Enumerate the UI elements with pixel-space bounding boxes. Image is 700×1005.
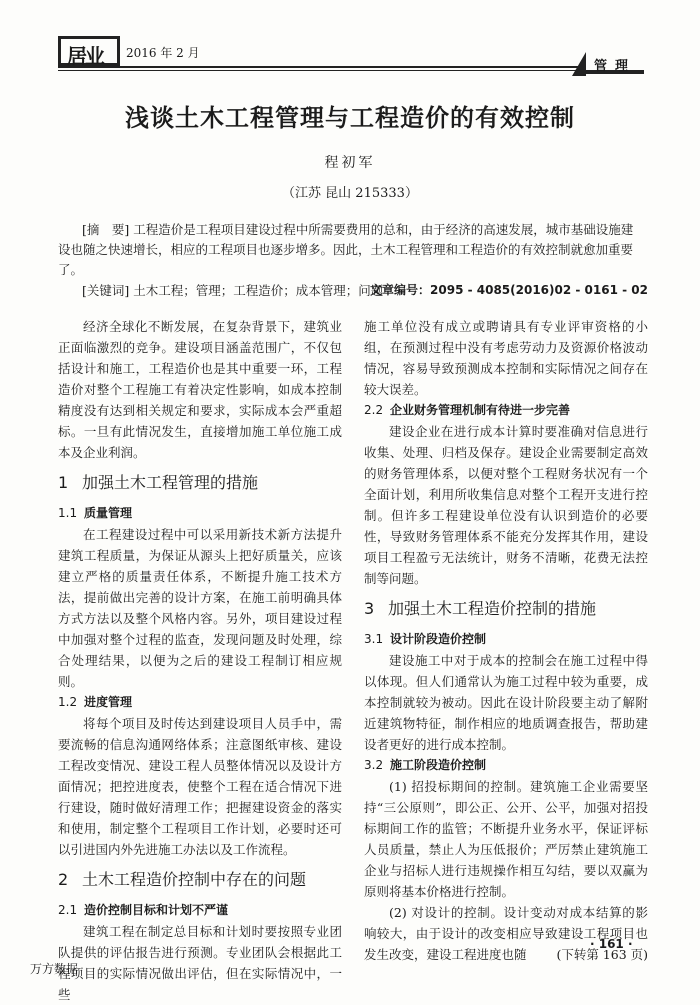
subsection-number: 2.1 [58,903,78,917]
section-title: 加强土木工程管理的措施 [82,473,259,492]
subsection-number: 1.1 [58,506,78,520]
paragraph: (1) 招投标期间的控制。建筑施工企业需要坚持“三公原则”，即公正、公开、公平，加强对招投标期间工作的监管；不断提升业务水平，保证评标人员质量，禁止人为压低报价；严厉禁止建筑施工企业与招标人进行违规操作相互勾结，要以双赢为原则将基本价格进行控制。 [364,779,648,899]
page-number: · 161 · [590,937,633,951]
subsection-number: 3.1 [364,632,384,646]
paragraph: 建设施工中对于成本的控制会在施工过程中得以体现。但人们通常认为施工过程中较为重要，成本控制就较为被动。因此在设计阶段要主动了解附近建筑物特征，制作相应的地质调查报告，帮助建设者更好的进行成本控制。 [364,653,648,752]
article-number: 文章编号：2095 - 4085(2016)02 - 0161 - 02 [370,283,648,297]
paragraph-text: (2) 对设计的控制。设计变动对成本结算的影响较大，由于设计的改变相应导致建设工程项目也发生改变，建设工程进度也随 [364,905,648,962]
subsection-title: 造价控制目标和计划不严谨 [84,903,229,917]
paragraph: 施工单位没有成立或聘请具有专业评审资格的小组，在预测过程中没有考虑劳动力及资源价格波动情况，容易导致预测成本控制和实际情况之间存在较大误差。 [364,319,648,397]
journal-logo-text: 居业 [67,44,103,68]
paragraph [364,902,648,965]
section-tab [572,52,644,76]
right-column [364,316,648,965]
journal-logo [58,36,120,66]
article-title: 浅谈土木工程管理与工程造价的有效控制 [125,104,575,132]
paragraph: 在工程建设过程中可以采用新技术新方法提升建筑工程质量，为保证从源头上把好质量关，应该建立严格的质量责任体系，不断提升施工技术方法，提前做出完善的设计方案，在施工前明确具体方式方法以及整个风格内容。另外，项目建设过程中加强对整个过程的监查，发现问题及时处理，综合处理结果，以便为之后的建设工程制订相应规则。 [58,527,342,689]
subsection-title: 施工阶段造价控制 [390,758,487,772]
continued-note: (下转第 163 页) [556,947,648,962]
section-2-2-heading [364,400,648,421]
subsection-title: 进度管理 [84,695,133,709]
subsection-number: 3.2 [364,758,384,772]
section-title: 加强土木工程造价控制的措施 [388,599,597,618]
paragraph: 将每个项目及时传达到建设项目人员手中，需要流畅的信息沟通网络体系；注意图纸审核、建设工程改变情况、建设工程人员整体情况以及设计方面情况；把控进度表，使整个工程在适合情况下进行建设，随时做好清理工作；把握建设资金的落实和使用，制定整个工程项目工作计划，必要时还可以引进国内外先进施工办法以及工作流程。 [58,716,342,857]
subsection-title: 企业财务管理机制有待进一步完善 [390,403,571,417]
subsection-number: 1.2 [58,695,78,709]
section-label: 管理 [593,59,636,74]
section-2-heading [58,868,342,892]
paragraph: 建设企业在进行成本计算时要准确对信息进行收集、处理、归档及保存。建设企业需要制定高效的财务管理体系，以便对整个工程财务状况有一个全面计划，利用所收集信息对整个工程开支进行控制。但许多工程建设单位没有认识到造价的必要性，导致财务管理体系不能充分发挥其作用，建设项目工程盈亏无法统计，财务不清晰，花费无法控制等问题。 [364,424,648,586]
header-rule-thin [58,70,578,71]
section-1-2-heading [58,692,342,713]
intro-paragraph: 经济全球化不断发展，在复杂背景下，建筑业正面临激烈的竞争。建设项目涵盖范围广，不仅包括设计和施工，工程造价也是其中重要一环，工程造价对整个工程施工有着决定性影响，如成本控制精度没有达到相关规定和要求，实际成本会严重超标。一旦有此情况发生，直接增加施工单位施工成本及企业利润。 [58,319,342,460]
section-1-heading [58,471,342,495]
section-3-2-heading [364,755,648,776]
header-rule [58,66,578,68]
section-3-heading [364,597,648,621]
section-title: 土木工程造价控制中存在的问题 [82,870,307,889]
section-2-1-heading [58,900,342,921]
subsection-title: 质量管理 [84,506,133,520]
subsection-number: 2.2 [364,403,384,417]
section-1-1-heading [58,503,342,524]
paragraph: 建筑工程在制定总目标和计划时要按照专业团队提供的评估报告进行预测。专业团队会根据此工程项目的实际情况做出评估，但在实际情况中，一些 [58,924,342,1002]
section-number: 3 [364,599,375,618]
author: 程初军 [324,155,376,171]
abstract: [摘 要] 工程造价是工程项目建设过程中所需要费用的总和，由于经济的高速发展，城市基础设施建设也随之快速增长，相应的工程项目也逐步增多。因此，土木工程管理和工程造价的有效控制就愈加重要了。 [58,222,634,277]
keywords-line [58,281,648,301]
subsection-title: 设计阶段造价控制 [390,632,487,646]
section-number: 2 [58,870,69,889]
section-number: 1 [58,473,69,492]
footer-source: 万方数据 [30,962,79,976]
left-column [58,316,342,1005]
keywords: [关键词] 土木工程；管理；工程造价；成本管理；问题 [82,283,384,298]
issue-date: 2016 年 2 月 [126,46,200,60]
section-3-1-heading [364,629,648,650]
affiliation: （江苏 昆山 215333） [282,186,418,201]
